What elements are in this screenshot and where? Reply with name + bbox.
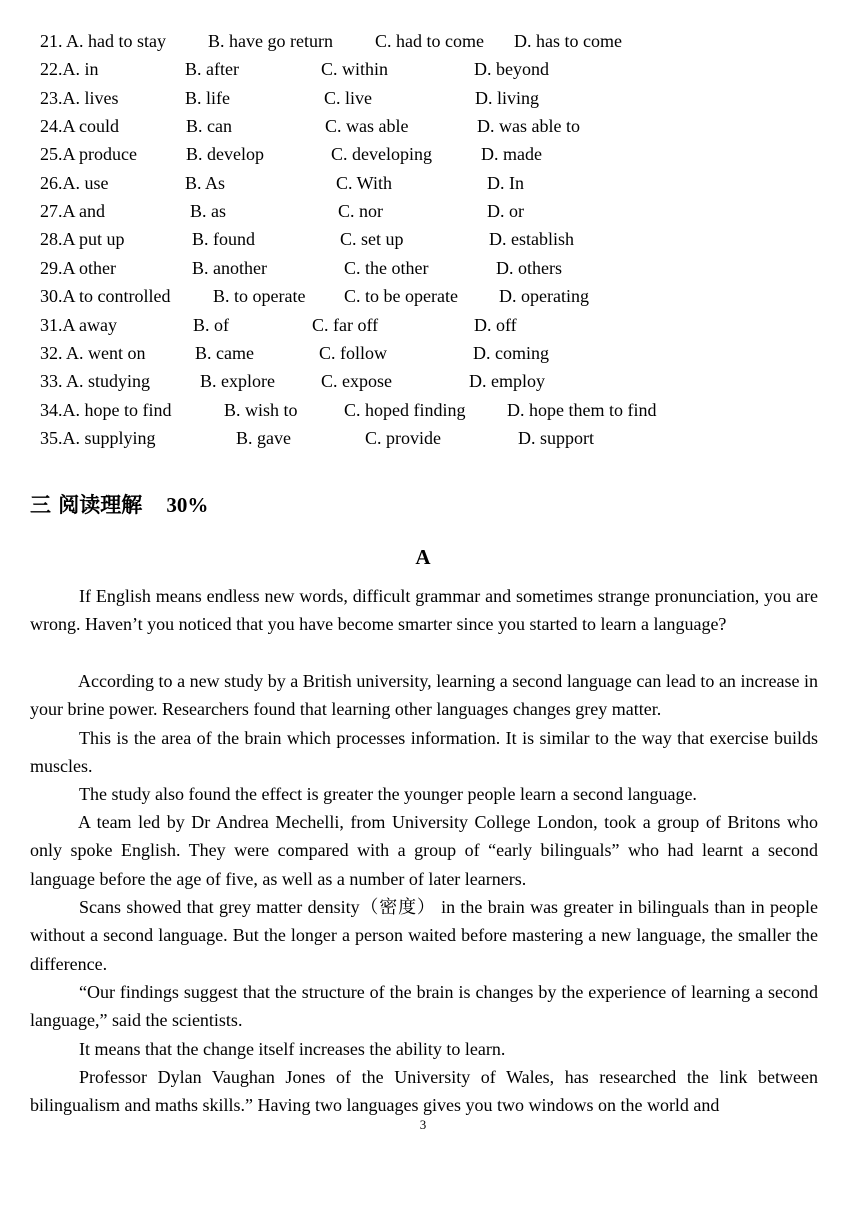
option-c: C. follow (319, 342, 388, 363)
option-b: B. to operate (213, 286, 306, 307)
option-a: 27.A and (40, 201, 105, 222)
paragraph: Professor Dylan Vaughan Jones of the University of Wales, has researched the link between bilingualism and maths skills.” Having two languages gives you two windows on the world and (30, 1067, 818, 1116)
option-d: D. establish (489, 229, 574, 250)
option-b: B. can (186, 116, 232, 137)
option-c: C. had to come (375, 31, 484, 51)
option-b: B. explore (200, 371, 275, 392)
paragraph: Scans showed that grey matter density（密度） in the brain was greater in bilinguals than in people without a second language. But the longer a person waited before mastering a new language, the smaller the difference. (30, 897, 818, 974)
option-c: C. nor (338, 201, 383, 222)
option-c: C. live (324, 87, 372, 108)
option-a: 23.A. lives (40, 87, 119, 108)
option-a: 31.A away (40, 314, 117, 335)
option-b: B. came (195, 342, 254, 363)
option-b: B. of (193, 314, 229, 335)
option-a: 33. A. studying (40, 371, 151, 392)
option-c: C. provide (365, 427, 441, 448)
option-c: C. With (336, 172, 392, 193)
option-a: 29.A other (40, 257, 116, 278)
option-d: D. was able to (477, 116, 580, 137)
paragraph: If English means endless new words, difficult grammar and sometimes strange pronunciation, you are wrong. Haven’t you noticed that you have become smarter since you started to learn a language? (30, 586, 818, 635)
option-c: C. developing (331, 144, 432, 165)
option-d: D. others (496, 257, 562, 278)
option-d: D. hope them to find (507, 399, 657, 420)
option-b: B. gave (236, 427, 291, 448)
option-a: 22.A. in (40, 59, 99, 80)
page-number: 3 (419, 1117, 427, 1132)
option-a: 26.A. use (40, 172, 109, 193)
paragraph: According to a new study by a British university, learning a second language can lead to an increase in your brine power. Researchers found that learning other languages changes grey matter. (30, 671, 818, 720)
option-b: B. after (185, 59, 239, 80)
option-b: B. as (190, 201, 226, 222)
option-d: D. employ (469, 371, 545, 392)
option-b: B. found (192, 229, 255, 250)
paragraph: It means that the change itself increases the ability to learn. (79, 1039, 506, 1059)
option-d: D. or (487, 201, 524, 222)
section-title-percent: 30% (166, 493, 209, 517)
option-c: C. expose (321, 371, 392, 392)
paragraph: A team led by Dr Andrea Mechelli, from University College London, took a group of Britons who only spoke English. They were compared with a group of “early bilinguals” who had learnt a second language before the age of five, as well as a number of later learners. (30, 812, 818, 889)
option-a: 28.A put up (40, 229, 125, 250)
option-a: 35.A. supplying (40, 427, 156, 448)
option-a: 24.A could (40, 116, 119, 137)
option-d: D. coming (473, 342, 549, 363)
option-d: D. beyond (474, 59, 549, 80)
option-d: D. made (481, 144, 542, 165)
option-d: D. off (474, 314, 517, 335)
option-a: 34.A. hope to find (40, 399, 172, 420)
option-a: 25.A produce (40, 144, 137, 165)
option-a: 21. A. had to stay (40, 31, 166, 51)
paragraph: “Our findings suggest that the structure of the brain is changes by the experience of learning a second language,” said the scientists. (30, 982, 818, 1031)
option-a: 32. A. went on (40, 342, 146, 363)
option-c: C. the other (344, 257, 429, 278)
option-d: D. In (487, 172, 524, 193)
option-d: D. support (518, 427, 594, 448)
option-b: B. wish to (224, 399, 298, 420)
option-b: B. life (185, 87, 230, 108)
option-b: B. have go return (208, 31, 333, 51)
option-d: D. has to come (514, 31, 622, 51)
option-b: B. another (192, 257, 267, 278)
option-c: C. far off (312, 314, 379, 335)
option-c: C. set up (340, 229, 404, 250)
option-d: D. living (475, 87, 540, 108)
option-d: D. operating (499, 286, 589, 307)
paragraph: This is the area of the brain which processes information. It is similar to the way that exercise builds muscles. (30, 728, 818, 777)
option-a: 30.A to controlled (40, 286, 171, 307)
option-c: C. was able (325, 116, 409, 137)
passage-label: A (415, 545, 431, 569)
paragraph: The study also found the effect is greater the younger people learn a second language. (79, 784, 697, 804)
option-c: C. hoped finding (344, 399, 466, 420)
option-b: B. develop (186, 144, 264, 165)
option-c: C. within (321, 59, 389, 80)
option-b: B. As (185, 172, 226, 193)
option-c: C. to be operate (344, 286, 458, 307)
section-heading (30, 492, 208, 518)
section-title-cn: 三 阅读理解 (30, 493, 143, 517)
